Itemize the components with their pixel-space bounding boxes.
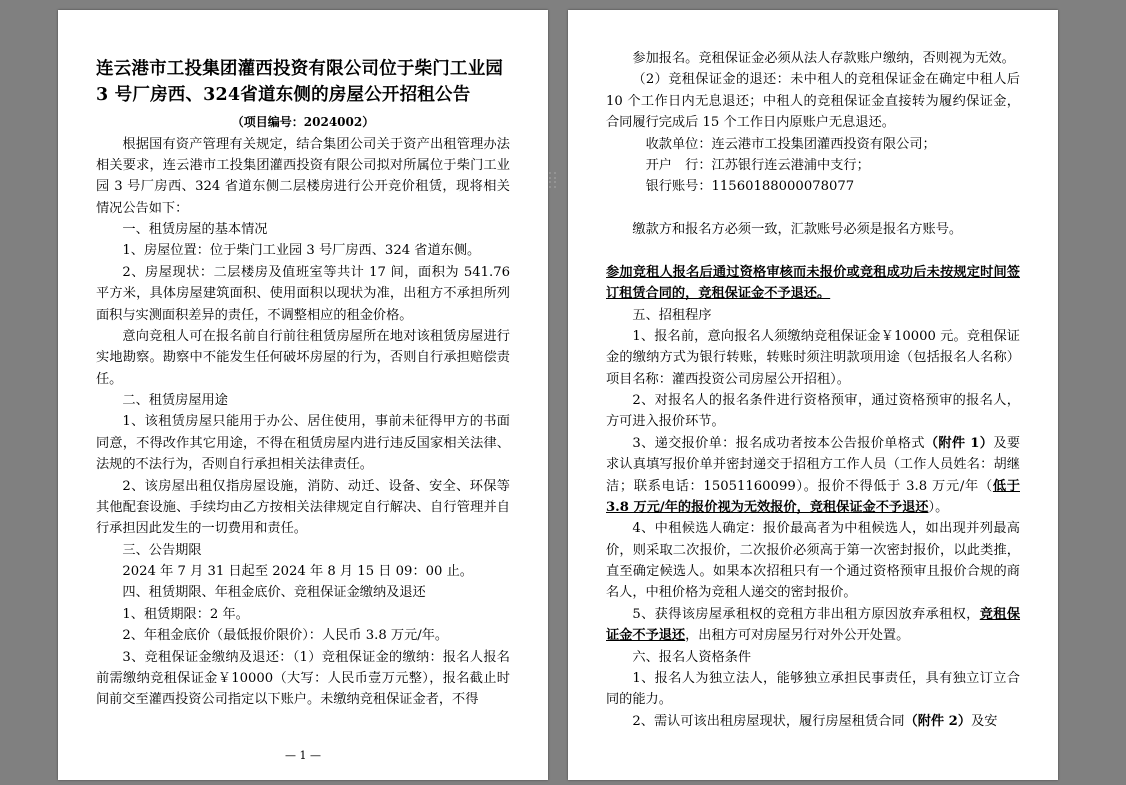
text-run: 及安	[971, 713, 998, 729]
paragraph	[606, 326, 1020, 390]
paragraph-spacer	[606, 198, 1020, 219]
text-run: 1、报名人为独立法人，能够独立承担民事责任，具有独立订立合同的能力。	[606, 670, 1020, 708]
paragraph: 2、年租金底价（最低报价限价）：人民币 3.8 万元/年。	[122, 628, 449, 644]
text-run: （附件 1）	[924, 435, 994, 451]
paragraph: 一、租赁房屋的基本情况	[122, 222, 268, 237]
page-2-body	[606, 48, 1020, 732]
page-1-content	[58, 10, 548, 780]
page-1-body	[96, 134, 510, 711]
gutter-dot	[554, 172, 556, 174]
gutter-dot	[554, 181, 556, 183]
paragraph: 2、房屋现状：二层楼房及值班室等共计 17 间，面积为 541.76 平方米，具体房屋建筑面积、使用面积以现状为准，出租方不承担所列面积与实测面积差异的责任，不调整相应的租金价格。	[96, 264, 510, 323]
text-run: ）。	[928, 499, 949, 515]
text-run: ，出租方可对房屋另行对外公开处置。	[685, 628, 910, 644]
gutter-dot-row	[549, 186, 556, 188]
text-run: 六、报名人资格条件	[632, 649, 752, 665]
text-run: （2）竞租保证金的退还：未中租人的竞租保证金在确定中租人后 10 个工作日内无息退还；中租人的竞租保证金直接转为履约保证金，合同履行完成后 15 个工作日内原账户无息退还。	[606, 72, 1020, 131]
paragraph: 2024 年 7 月 31 日起至 2024 年 8 月 15 日 09：00 止。	[122, 564, 473, 579]
text-run: 1、报名前，意向报名人须缴纳竞租保证金￥10000 元。竞租保证金的缴纳方式为银行转账，转账时须注明款项用途（包括报名人名称）项目名称：灌西投资公司房屋公开招租）。	[606, 328, 1020, 387]
text-run: 参加报名。竞租保证金必须从法人存款账户缴纳，否则视为无效。	[632, 51, 1015, 66]
emphasis-text: 竞租保证金不予退还	[606, 606, 1021, 644]
text-run: （附件 2）	[904, 713, 972, 729]
paragraph	[606, 433, 1020, 519]
emphasis-text: 参加竞租人报名后通过资格审核而未报价或竞租成功后未按规定时间签订租赁合同的，竞租保证金不予退还。	[606, 264, 1020, 302]
paragraph	[606, 390, 1020, 433]
paragraph	[606, 155, 1020, 176]
paragraph: 四、租赁期限、年租金底价、竞租保证金缴纳及退还	[122, 585, 426, 601]
text-run: 4、中租候选人确定：报价最高者为中租候选人，如出现并列最高价，则采取二次报价，二次报价必须高于第一次密封报价，以此类推，直至确定候选人。如果本次招租只有一个通过资格预审且报价合规的商名人，中租价格为竞租人递交的密封报价。	[606, 521, 1020, 601]
gutter-dot	[549, 181, 551, 183]
text-run: 2、对报名人的报名条件进行资格预审，通过资格预审的报名人，方可进入报价环节。	[606, 393, 1020, 430]
text-run: 5、获得该房屋承租权的竞租方非出租方原因放弃承租权，	[632, 606, 980, 622]
text-run: 2、需认可该出租房屋现状，履行房屋租赁合同	[632, 713, 905, 729]
text-run: 开户 行：江苏银行连云港浦中支行；	[645, 157, 870, 173]
paragraph: 2、该房屋出租仅指房屋设施，消防、动迁、设备、安全、环保等其他配套设施、手续均由乙方按相关法律规定自行解决、自行管理并自行承担因此发生的一切费用和责任。	[96, 478, 510, 537]
page-2	[568, 10, 1058, 780]
page-title-line-2: 3 号厂房西、324省道东侧的房屋公开招租公告	[96, 85, 471, 106]
paragraph	[606, 305, 1020, 326]
paragraph	[606, 48, 1020, 69]
text-run: 及要求认真填写报价单并密封递交于招租方工作人员（工作人员姓名：胡继洁；联系电话：15051160099）。报价不得低于 3.8 万元/年（	[606, 435, 1021, 494]
paragraph: 根据国有资产管理有关规定，结合集团公司关于资产出租管理办法相关要求，连云港市工投集团灌西投资有限公司拟对所属位于柴门工业园 3 号厂房西、324 省道东侧二层楼房进行公开竞价租赁，现将相关情况公告如下：	[96, 136, 510, 216]
paragraph: 3、竞租保证金缴纳及退还：（1）竞租保证金的缴纳：报名人报名前需缴纳竞租保证金￥10000（大写：人民币壹万元整），报名截止时间前交至灌西投资公司指定以下账户。未缴纳竞租保证金者，不得	[96, 649, 510, 708]
gutter-dot-row	[549, 172, 556, 174]
gutter-dot	[549, 172, 551, 174]
project-number: （项目编号：2024002）	[231, 114, 375, 129]
text-run: 收款单位：连云港市工投集团灌西投资有限公司；	[645, 136, 936, 152]
paragraph: 意向竞租人可在报名前自行前往租赁房屋所在地对该租赁房屋进行实地勘察。勘察中不能发生任何破坏房屋的行为，否则自行承担赔偿责任。	[96, 328, 510, 387]
gutter-dot	[549, 186, 551, 188]
page-title	[96, 56, 510, 109]
paragraph	[606, 219, 1020, 240]
paragraph: 三、公告期限	[122, 542, 202, 558]
paragraph	[606, 647, 1020, 668]
paragraph	[606, 668, 1020, 711]
gutter-dot-row	[549, 177, 556, 179]
paragraph: 1、该租赁房屋只能用于办公、居住使用，事前未征得甲方的书面同意，不得改作其它用途，不得在租赁房屋内进行违反国家相关法律、法规的不法行为，否则自行承担相关法律责任。	[96, 414, 510, 473]
text-run: 3、递交报价单：报名成功者按本公告报价单格式	[632, 435, 925, 451]
paragraph: 二、租赁房屋用途	[122, 393, 228, 408]
paragraph	[606, 176, 1020, 197]
paragraph: 1、房屋位置：位于柴门工业园 3 号厂房西、324 省道东侧。	[122, 243, 481, 259]
gutter-dot	[554, 186, 556, 188]
paragraph	[606, 134, 1020, 155]
page-1	[58, 10, 548, 780]
text-run: 五、招租程序	[632, 307, 712, 323]
paragraph: 1、租赁期限：2 年。	[122, 606, 249, 622]
gutter-dot-row	[549, 181, 556, 183]
paragraph-spacer	[606, 240, 1020, 261]
page-1-number: — 1 —	[285, 749, 321, 762]
paragraph	[606, 518, 1020, 604]
page-gutter-handle[interactable]	[545, 170, 559, 190]
emphasis-text: 低于 3.8 万元/年的报价视为无效报价，竞租保证金不予退还	[606, 478, 1020, 515]
paragraph	[606, 711, 1020, 732]
page-2-content	[568, 10, 1058, 780]
gutter-dot	[549, 177, 551, 179]
page-title-line-1: 连云港市工投集团灌西投资有限公司位于柴门工业园	[96, 59, 504, 79]
text-run: 银行账号：11560188000078077	[645, 179, 855, 195]
paragraph	[606, 262, 1020, 305]
gutter-dot	[554, 177, 556, 179]
paragraph	[606, 604, 1020, 647]
paragraph	[606, 69, 1020, 133]
text-run: 缴款方和报名方必须一致，汇款账号必须是报名方账号。	[632, 222, 963, 237]
